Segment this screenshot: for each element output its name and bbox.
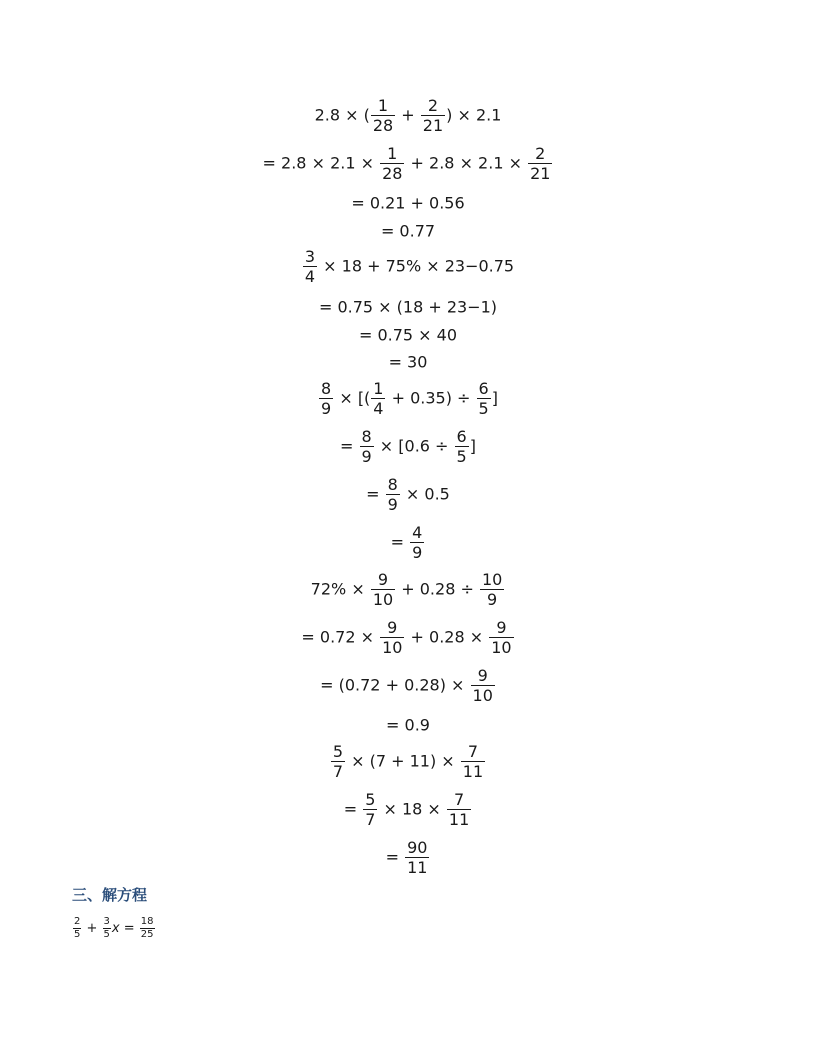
- expression-text: × 18 ×: [378, 799, 446, 819]
- expression-text: × [0.6 ÷: [374, 436, 454, 456]
- numerator: 2: [535, 144, 546, 163]
- fraction: [410, 523, 424, 562]
- section-heading: 三、解方程: [72, 886, 148, 904]
- expression-text: =: [119, 921, 139, 936]
- math-line: [0, 325, 816, 346]
- fraction: [380, 144, 404, 183]
- math-line: [0, 523, 816, 562]
- fraction: [480, 570, 504, 609]
- fraction: [489, 618, 513, 657]
- denominator: 9: [412, 543, 423, 562]
- expression-text: = 0.75 × 40: [358, 325, 458, 345]
- expression-text: + 0.28 ×: [405, 627, 489, 647]
- numerator: 90: [407, 838, 428, 857]
- fraction: [421, 96, 445, 135]
- denominator: 5: [478, 399, 489, 418]
- denominator: 11: [407, 858, 428, 877]
- denominator: 10: [372, 590, 394, 609]
- math-line: [0, 715, 816, 736]
- math-line: [0, 379, 816, 418]
- fraction: [319, 379, 333, 418]
- numerator: 2: [74, 916, 81, 927]
- math-line: [0, 144, 816, 183]
- fraction: [386, 475, 400, 514]
- denominator: 10: [382, 638, 403, 657]
- math-line: [0, 838, 816, 877]
- expression-text: 2.8 × (: [314, 105, 370, 125]
- denominator: 10: [491, 638, 512, 657]
- denominator: 10: [472, 686, 493, 705]
- expression-text: =: [340, 436, 359, 456]
- numerator: 3: [304, 247, 316, 266]
- fraction: [461, 742, 485, 781]
- fraction: [447, 790, 471, 829]
- numerator: 7: [467, 742, 479, 761]
- fraction: [471, 666, 495, 705]
- fraction: [140, 916, 155, 941]
- fraction: [103, 916, 111, 941]
- denominator: 21: [530, 164, 551, 183]
- fraction: [528, 144, 552, 183]
- expression-text: + 0.28 ÷: [396, 579, 479, 599]
- expression-text: =: [390, 532, 410, 552]
- fraction: [477, 379, 491, 418]
- expression-text: = (0.72 + 0.28) ×: [320, 675, 470, 695]
- denominator: 5: [103, 929, 110, 940]
- numerator: 9: [477, 666, 488, 685]
- fraction: [371, 379, 385, 418]
- fraction: [73, 916, 81, 941]
- expression-text: +: [396, 105, 420, 125]
- expression-text: = 0.72 ×: [301, 627, 380, 647]
- expression-text: =: [385, 847, 405, 867]
- numerator: 5: [332, 742, 344, 761]
- expression-text: +: [82, 921, 102, 936]
- numerator: 1: [387, 144, 398, 163]
- expression-text: =: [366, 484, 385, 504]
- numerator: 7: [454, 790, 465, 809]
- numerator: 6: [456, 427, 467, 446]
- denominator: 4: [373, 399, 384, 418]
- math-line: [0, 427, 816, 466]
- expression-text: × 0.5: [400, 484, 450, 504]
- fraction: [331, 742, 345, 781]
- math-line: [0, 247, 816, 286]
- expression-text: = 0.9: [386, 715, 430, 735]
- numerator: 9: [496, 618, 507, 637]
- fraction: [303, 247, 317, 286]
- math-line: [0, 221, 816, 242]
- expression-text: = 30: [388, 352, 428, 372]
- numerator: 10: [481, 570, 503, 589]
- expression-text: × [(: [334, 388, 371, 408]
- expression-text: × 18 + 75% × 23−0.75: [318, 256, 515, 276]
- denominator: 9: [480, 589, 504, 609]
- math-line: [0, 790, 816, 829]
- numerator: 1: [377, 96, 389, 115]
- numerator: 8: [321, 379, 332, 398]
- fraction: [380, 618, 404, 657]
- expression-text: + 0.35) ÷: [386, 388, 476, 408]
- denominator: 11: [448, 810, 470, 829]
- math-line: [0, 570, 816, 609]
- numerator: 1: [373, 379, 384, 398]
- denominator: 28: [372, 116, 394, 135]
- fraction: [405, 838, 429, 877]
- expression-text: x: [111, 921, 120, 936]
- denominator: 9: [387, 495, 398, 514]
- denominator: 7: [365, 810, 376, 829]
- numerator: 8: [387, 475, 398, 494]
- math-line: [0, 618, 816, 657]
- fraction: [360, 427, 374, 466]
- fraction: [371, 96, 395, 135]
- expression-text: = 0.21 + 0.56: [351, 193, 465, 213]
- expression-text: × (7 + 11) ×: [346, 751, 460, 771]
- fraction: [371, 570, 395, 609]
- denominator: 4: [304, 267, 316, 286]
- numerator: 3: [103, 916, 110, 927]
- fraction: [455, 427, 469, 466]
- expression-text: = 0.77: [380, 221, 436, 241]
- numerator: 9: [387, 618, 398, 637]
- equation-to-solve: [72, 916, 156, 941]
- numerator: 9: [377, 570, 389, 589]
- fraction: [363, 790, 377, 829]
- expression-text: ]: [491, 388, 498, 408]
- denominator: 5: [456, 447, 467, 466]
- numerator: 5: [365, 790, 376, 809]
- math-line: [0, 666, 816, 705]
- expression-text: 72% ×: [310, 579, 370, 599]
- denominator: 25: [140, 929, 154, 940]
- expression-text: = 2.8 × 2.1 ×: [262, 153, 380, 173]
- expression-text: ) × 2.1: [446, 105, 502, 125]
- math-line: [0, 352, 816, 373]
- math-line: [0, 193, 816, 214]
- denominator: 7: [332, 762, 344, 781]
- denominator: 9: [321, 399, 332, 418]
- denominator: 11: [462, 762, 484, 781]
- numerator: 18: [140, 916, 154, 927]
- expression-text: ]: [469, 436, 476, 456]
- math-line: [0, 297, 816, 318]
- numerator: 2: [427, 96, 439, 115]
- math-line: [0, 742, 816, 781]
- denominator: 21: [422, 116, 444, 135]
- numerator: 6: [478, 379, 489, 398]
- numerator: 4: [412, 523, 423, 542]
- expression-text: =: [343, 799, 363, 819]
- expression-text: = 0.75 × (18 + 23−1): [318, 297, 498, 317]
- expression-text: + 2.8 × 2.1 ×: [405, 153, 528, 173]
- math-line: [0, 96, 816, 135]
- denominator: 5: [74, 929, 81, 940]
- numerator: 8: [361, 427, 372, 446]
- denominator: 9: [361, 447, 372, 466]
- denominator: 28: [382, 164, 403, 183]
- math-line: [0, 475, 816, 514]
